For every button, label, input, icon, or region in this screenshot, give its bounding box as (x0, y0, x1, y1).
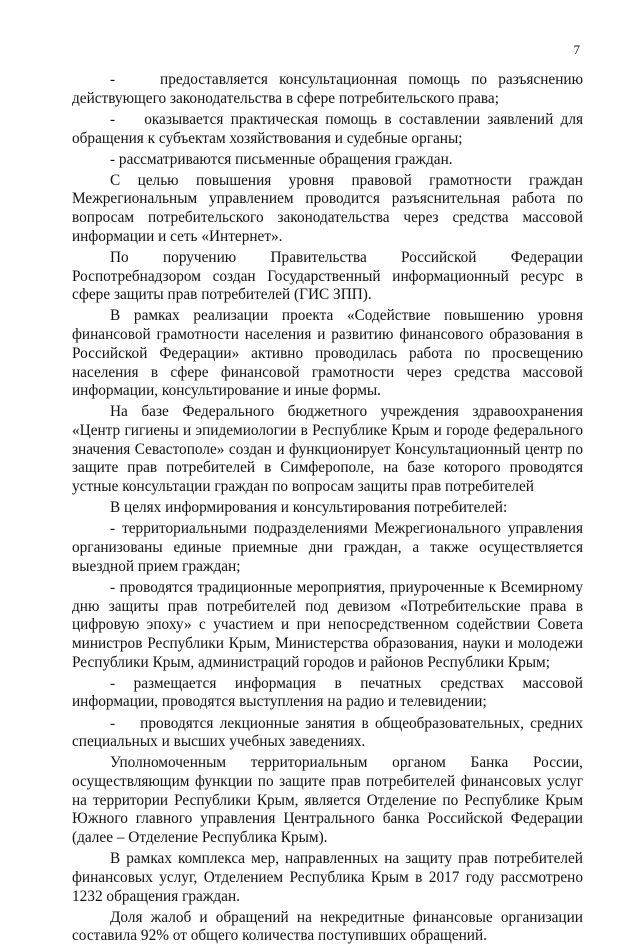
paragraph-gis-zpp: По поручению Правительства Российской Федерации Роспотребнадзором создан Государственный информационный ресурс в сфере защиты прав потребителей (ГИС ЗПП). (72, 248, 583, 304)
paragraph-appeals-count: В рамках комплекса мер, направленных на защиту прав потребителей финансовых услуг, Отделением Республика Крым в 2017 году рассмотрено 1232 обращения граждан. (72, 850, 583, 905)
paragraph-consultation-help: - предоставляется консультационная помощь по разъяснению действующего законодательства в сфере потребительского права; (72, 71, 583, 107)
paragraph-legal-literacy: С целью повышения уровня правовой грамотности граждан Межрегиональным управлением проводится разъяснительная работа по вопросам потребительского законодательства через средства массовой информации и сеть «Интернет». (72, 171, 583, 245)
document-body (72, 71, 583, 949)
paragraph-lectures: - проводятся лекционные занятия в общеобразовательных, средних специальных и высших учебных заведениях. (72, 714, 583, 751)
paragraph-bank-of-russia: Уполномоченным территориальным органом Банка России, осуществляющим функции по защите прав потребителей финансовых услуг на территории Республики Крым, является Отделение по Республике Крым Южного главного управления Центрального банка Российской Федерации (далее – Отделение Республика Крым). (72, 754, 583, 847)
paragraph-complaints-share: Доля жалоб и обращений на некредитные финансовые организации составила 92% от общего количества поступивших обращений. (72, 908, 583, 945)
paragraph-world-consumer-day: - проводятся традиционные мероприятия, приуроченные к Всемирному дню защиты прав потребителей под девизом «Потребительские права в цифровую эпоху» с участием и при непосредственном содействии Совета министров Республики Крым, Министерства образования, науки и молодежи Республики Крым, администраций городов и районов Республики Крым; (72, 578, 583, 671)
paragraph-financial-literacy-project: В рамках реализации проекта «Содействие повышению уровня финансовой грамотности населения и развитию финансового образования в Российской Федерации» активно проводилась работа по просвещению населения в сфере финансовой грамотности через средства массовой информации, консультирование и иные формы. (72, 307, 583, 400)
paragraph-consulting-center: На базе Федерального бюджетного учреждения здравоохранения «Центр гигиены и эпидемиологии в Республике Крым и городе федерального значения Севастополе» создан и функционирует Консультационный центр по защите прав потребителей в Симферополе, на базе которого проводятся устные консультации граждан по вопросам защиты прав потребителей (72, 403, 583, 496)
paragraph-practical-help: - оказывается практическая помощь в составлении заявлений для обращения к субъектам хозяйствования и судебные органы; (72, 110, 583, 147)
paragraph-informing-intro: В целях информирования и консультирования потребителей: (110, 499, 508, 517)
paragraph-reception-days: - территориальными подразделениями Межрегионального управления организованы единые приемные дни граждан, а также осуществляется выездной прием граждан; (72, 520, 583, 575)
paragraph-media-information: - размещается информация в печатных средствах массовой информации, проводятся выступления на радио и телевидении; (72, 674, 583, 711)
page-number: 7 (573, 42, 580, 57)
paragraph-written-appeals: - рассматриваются письменные обращения граждан. (110, 150, 453, 168)
